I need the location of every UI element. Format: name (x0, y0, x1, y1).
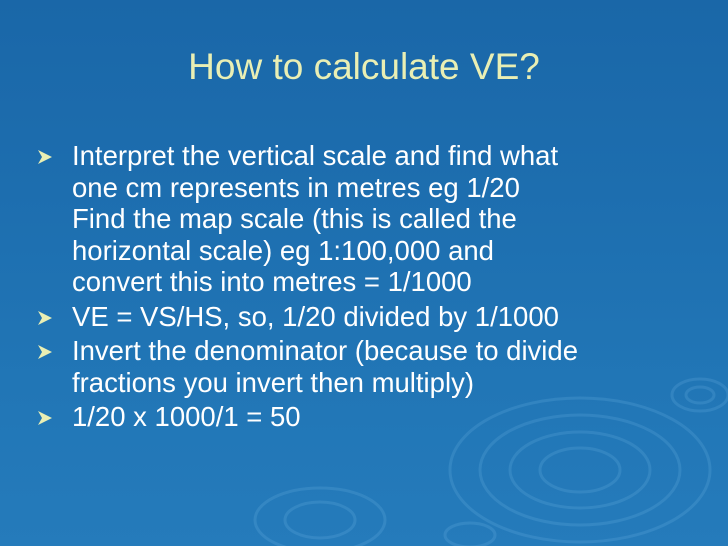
arrowhead-bullet-icon (37, 150, 53, 164)
bullet-item (34, 301, 694, 333)
bullet-text-line: horizontal scale) eg 1:100,000 and (72, 234, 494, 266)
bullet-text-line: Invert the denominator (because to divide (72, 335, 578, 366)
arrowhead-bullet-icon (37, 311, 53, 325)
bullet-text-line: fractions you invert then multiply) (72, 366, 474, 398)
bullet-text-line: 1/20 x 1000/1 = 50 (72, 401, 301, 432)
bullet-text-line: VE = VS/HS, so, 1/20 divided by 1/1000 (72, 300, 559, 332)
bullet-text-line: Find the map scale (this is called the (72, 203, 517, 234)
bullet-text-line: convert this into metres = 1/1000 (72, 266, 472, 297)
arrowhead-bullet-icon (37, 411, 53, 425)
bullet-item (34, 401, 694, 433)
bullet-list (34, 140, 694, 436)
bullet-item (34, 335, 694, 398)
bullet-text-line: Interpret the vertical scale and find what (72, 140, 559, 171)
bullet-item (34, 140, 694, 298)
bullet-text-line: one cm represents in metres eg 1/20 (72, 171, 520, 203)
slide-title: How to calculate VE? (188, 46, 540, 87)
arrowhead-bullet-icon (37, 345, 53, 359)
